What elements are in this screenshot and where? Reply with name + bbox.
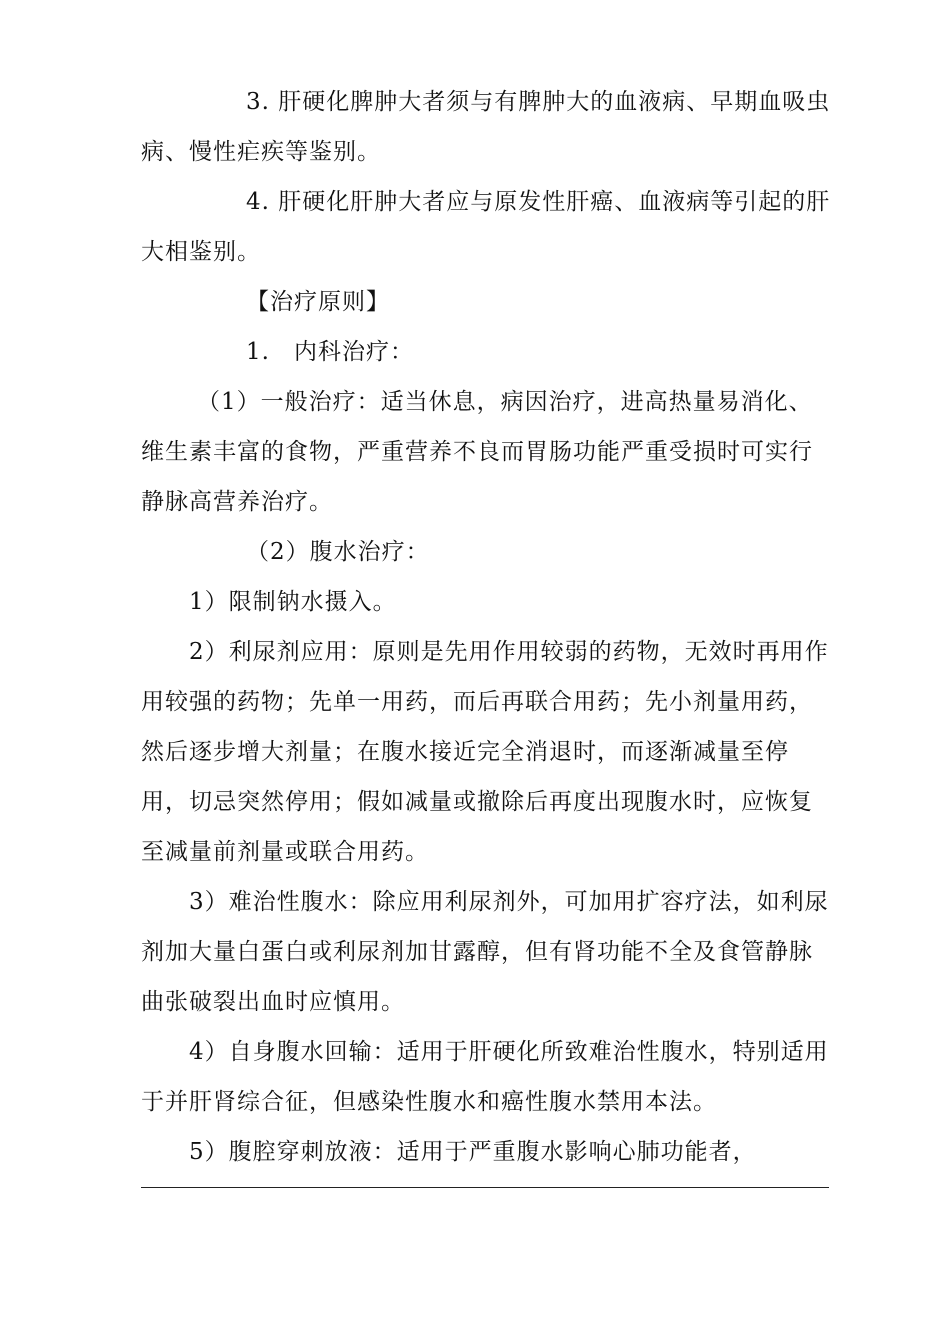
subheading-ascites-treatment: （2）腹水治疗： — [246, 539, 430, 565]
list-item-ascites-reinfusion: 4）自身腹水回输：适用于肝硬化所致难治性腹水，特别适用于并肝肾综合征，但感染性腹水和癌性腹水禁用本法。 — [141, 1039, 829, 1115]
list-item-refractory-ascites: 3）难治性腹水：除应用利尿剂外，可加用扩容疗法，如利尿剂加大量白蛋白或利尿剂加甘露醇，但有肾功能不全及食管静脉曲张破裂出血时应慎用。 — [141, 889, 829, 1015]
list-item-sodium-water-restriction: 1）限制钠水摄入。 — [189, 589, 397, 615]
subheading-medical-treatment: 1. 内科治疗： — [246, 339, 414, 365]
list-item-paracentesis: 5）腹腔穿刺放液：适用于严重腹水影响心肺功能者， — [189, 1139, 757, 1165]
paragraph-general-treatment: （1）一般治疗：适当休息，病因治疗，进高热量易消化、维生素丰富的食物，严重营养不良而胃肠功能严重受损时可实行静脉高营养治疗。 — [141, 389, 813, 515]
section-heading-treatment-principles: 【治疗原则】 — [246, 289, 390, 315]
paragraph-splenomegaly-differential: 3. 肝硬化脾肿大者须与有脾肿大的血液病、早期血吸虫病、慢性疟疾等鉴别。 — [141, 89, 831, 165]
footer-divider — [141, 1187, 829, 1188]
paragraph-hepatomegaly-differential: 4. 肝硬化肝肿大者应与原发性肝癌、血液病等引起的肝大相鉴别。 — [141, 189, 831, 265]
list-item-diuretics: 2）利尿剂应用：原则是先用作用较弱的药物，无效时再用作用较强的药物；先单一用药，而后再联合用药；先小剂量用药，然后逐步增大剂量；在腹水接近完全消退时，而逐渐减量至停用，切忌突然停用；假如减量或撤除后再度出现腹水时，应恢复至减量前剂量或联合用药。 — [141, 639, 829, 865]
